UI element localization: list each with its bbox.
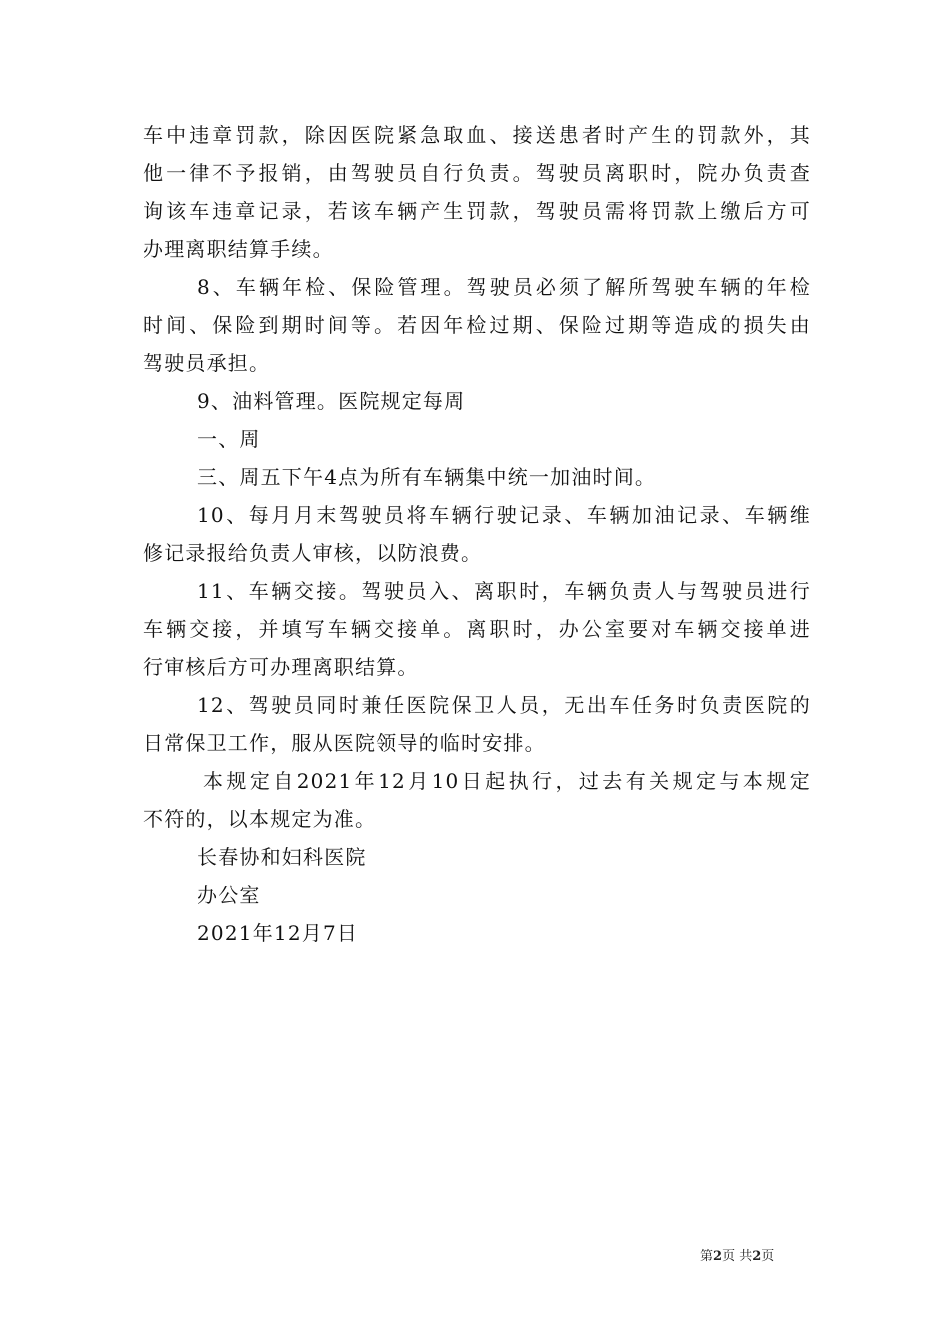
paragraph-line: 他一律不予报销，由驾驶员自行负责。驾驶员离职时，院办负责查 bbox=[143, 161, 811, 185]
paragraph-line: 询该车违章记录，若该车辆产生罚款，驾驶员需将罚款上缴后方可 bbox=[143, 199, 811, 223]
footer-total-pages: 2 bbox=[752, 1249, 762, 1264]
footer-current-page: 2 bbox=[713, 1249, 723, 1264]
footer-prefix: 第 bbox=[700, 1249, 714, 1264]
paragraph-line: 11、车辆交接。驾驶员入、离职时，车辆负责人与驾驶员进行 bbox=[197, 579, 811, 603]
footer-suffix: 页 bbox=[761, 1249, 775, 1264]
paragraph-line: 一、周 bbox=[197, 427, 261, 451]
paragraph-line: 9、油料管理。医院规定每周 bbox=[197, 389, 466, 413]
signature-date: 2021年12月7日 bbox=[197, 921, 359, 945]
paragraph-line: 12、驾驶员同时兼任医院保卫人员，无出车任务时负责医院的 bbox=[197, 693, 811, 717]
paragraph-line: 修记录报给负责人审核，以防浪费。 bbox=[143, 541, 483, 565]
page-number-footer bbox=[700, 1248, 774, 1266]
document-body bbox=[143, 116, 811, 952]
paragraph-line: 行审核后方可办理离职结算。 bbox=[143, 655, 419, 679]
paragraph-line: 驾驶员承担。 bbox=[143, 351, 271, 375]
paragraph-line: 日常保卫工作，服从医院领导的临时安排。 bbox=[143, 731, 546, 755]
footer-middle: 页 共 bbox=[722, 1249, 753, 1264]
paragraph-line: 车辆交接，并填写车辆交接单。离职时，办公室要对车辆交接单进 bbox=[143, 617, 811, 641]
paragraph-line: 时间、保险到期时间等。若因年检过期、保险过期等造成的损失由 bbox=[143, 313, 811, 337]
paragraph-line: 本规定自2021年12月10日起执行，过去有关规定与本规定 bbox=[203, 769, 811, 793]
paragraph-line: 10、每月月末驾驶员将车辆行驶记录、车辆加油记录、车辆维 bbox=[197, 503, 811, 527]
signature-organization: 长春协和妇科医院 bbox=[197, 845, 367, 869]
paragraph-line: 办理离职结算手续。 bbox=[143, 237, 334, 261]
paragraph-line: 三、周五下午4点为所有车辆集中统一加油时间。 bbox=[197, 465, 657, 489]
signature-department: 办公室 bbox=[197, 883, 261, 907]
paragraph-line: 8、车辆年检、保险管理。驾驶员必须了解所驾驶车辆的年检 bbox=[197, 275, 811, 299]
paragraph-line: 车中违章罚款，除因医院紧急取血、接送患者时产生的罚款外，其 bbox=[143, 123, 811, 147]
paragraph-line: 不符的，以本规定为准。 bbox=[143, 807, 377, 831]
